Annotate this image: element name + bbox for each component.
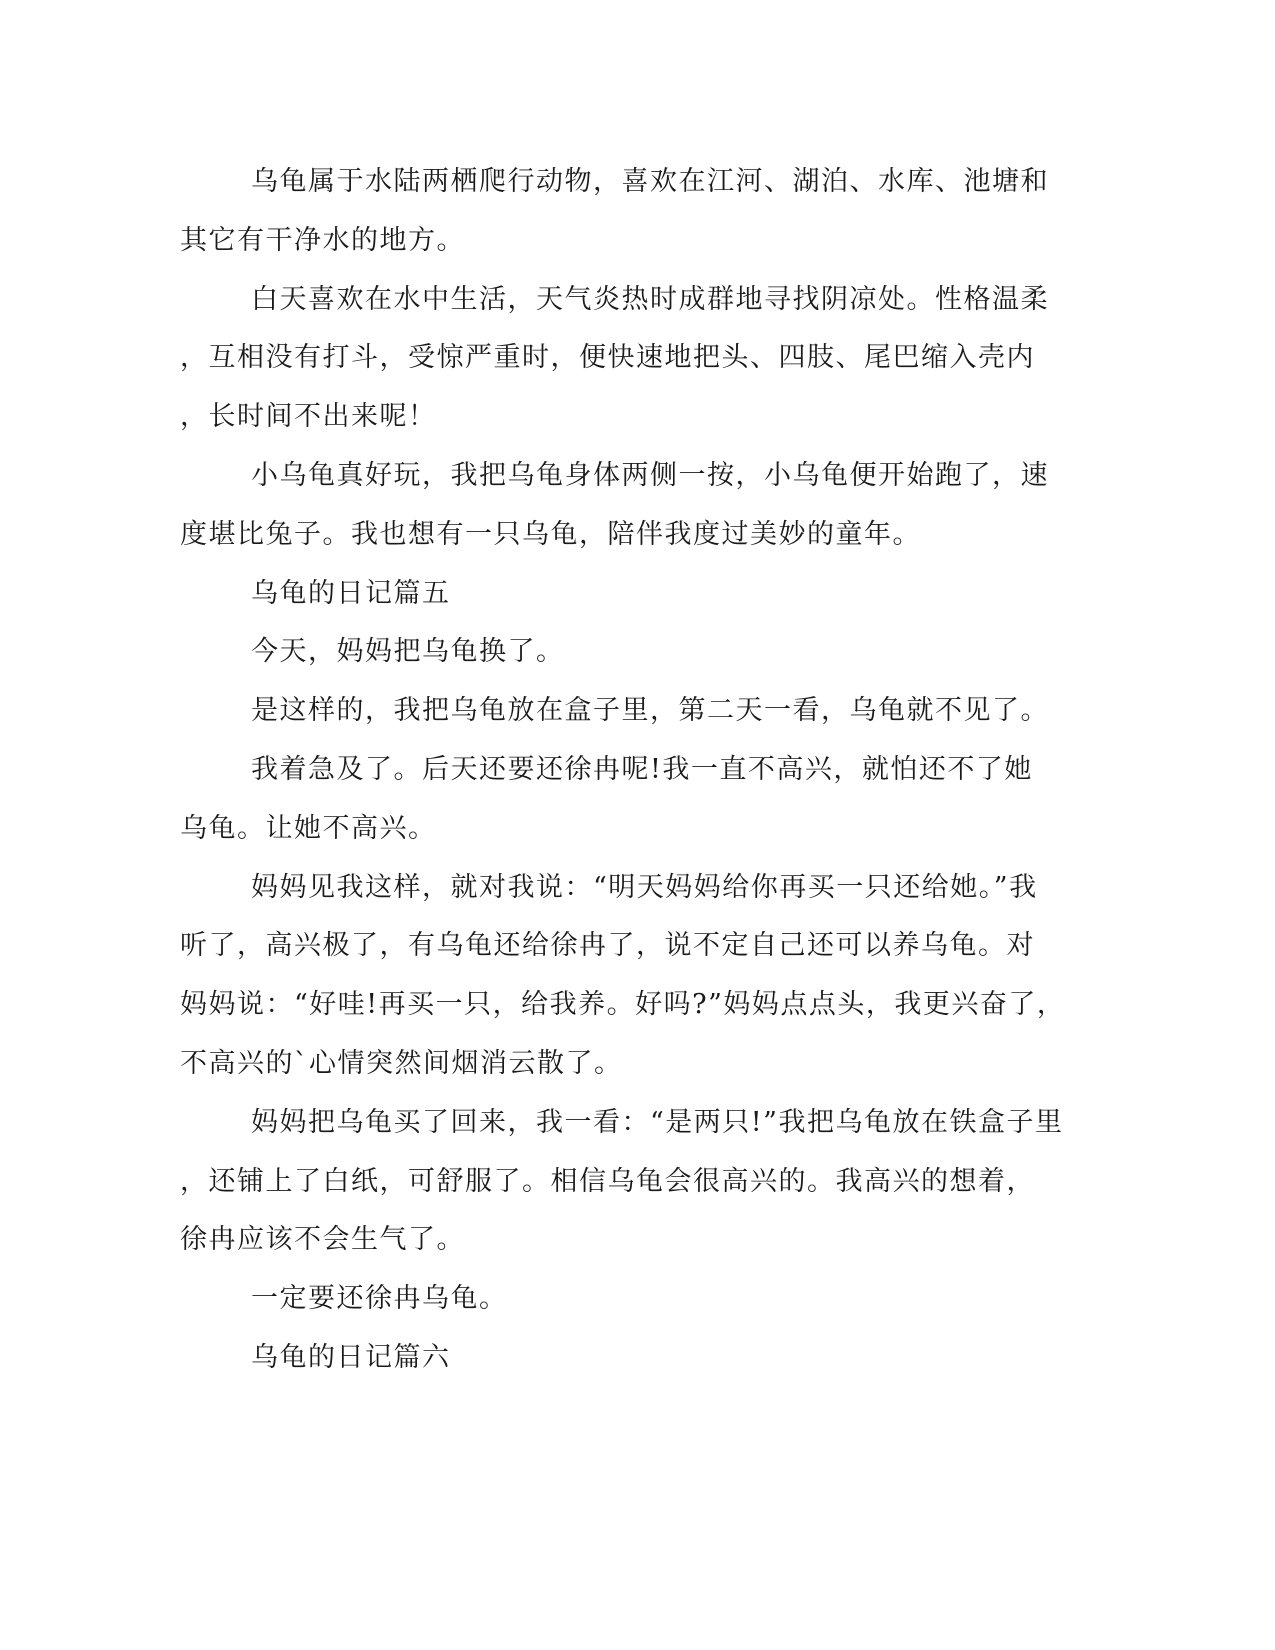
section-heading: 乌龟的日记篇六 — [251, 1342, 451, 1373]
text-line: ，长时间不出来呢！ — [180, 401, 437, 432]
text-line: 今天，妈妈把乌龟换了。 — [251, 636, 565, 667]
text-line: 乌龟属于水陆两栖爬行动物，喜欢在江河、湖泊、水库、池塘和 — [251, 166, 1049, 197]
text-line: 其它有干净水的地方。 — [180, 225, 465, 256]
text-line: ，互相没有打斗，受惊严重时，便快速地把头、四肢、尾巴缩入壳内 — [180, 342, 1035, 373]
text-line: 妈妈见我这样，就对我说：“明天妈妈给你再买一只还给她。”我 — [251, 872, 1038, 903]
text-line: 妈妈把乌龟买了回来，我一看：“是两只!”我把乌龟放在铁盒子里 — [251, 1107, 1064, 1138]
text-line: 度堪比兔子。我也想有一只乌龟，陪伴我度过美妙的童年。 — [180, 519, 921, 550]
section-heading: 乌龟的日记篇五 — [251, 578, 451, 609]
text-line: 一定要还徐冉乌龟。 — [251, 1283, 508, 1314]
text-line: 不高兴的`心情突然间烟消云散了。 — [180, 1048, 623, 1079]
text-line: 是这样的，我把乌龟放在盒子里，第二天一看，乌龟就不见了。 — [251, 695, 1049, 726]
text-line: 我着急及了。后天还要还徐冉呢!我一直不高兴，就怕还不了她 — [251, 754, 1033, 785]
text-line: 妈妈说：“好哇!再买一只，给我养。好吗?”妈妈点点头，我更兴奋了， — [180, 989, 1066, 1020]
text-line: 白天喜欢在水中生活，天气炎热时成群地寻找阴凉处。性格温柔 — [251, 284, 1049, 315]
text-line: 小乌龟真好玩，我把乌龟身体两侧一按，小乌龟便开始跑了，速 — [251, 460, 1049, 491]
text-line: 徐冉应该不会生气了。 — [180, 1224, 465, 1255]
text-line: 听了，高兴极了，有乌龟还给徐冉了，说不定自己还可以养乌龟。对 — [180, 930, 1035, 961]
text-line: ，还铺上了白纸，可舒服了。相信乌龟会很高兴的。我高兴的想着， — [180, 1166, 1035, 1197]
text-line: 乌龟。让她不高兴。 — [180, 813, 437, 844]
